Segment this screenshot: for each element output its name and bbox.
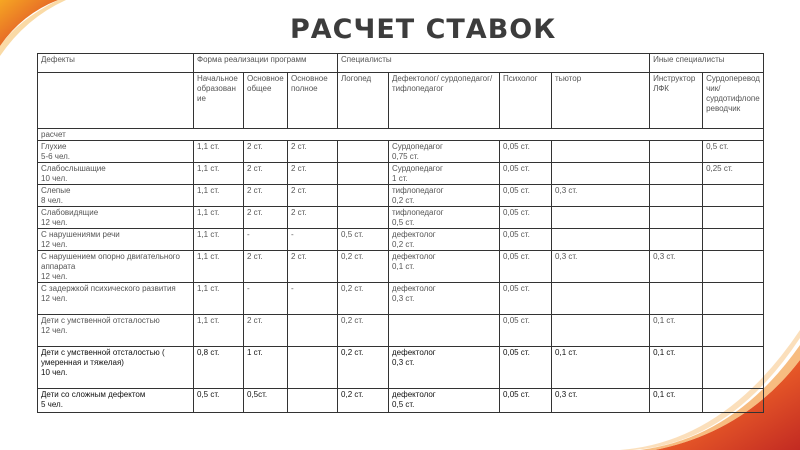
cell-defektolog: тифлопедагог 0,5 ст. bbox=[389, 207, 500, 229]
table-row bbox=[38, 389, 764, 413]
cell-tyutor bbox=[552, 207, 650, 229]
cell-psiholog: 0,05 ст. bbox=[500, 283, 552, 315]
cell-psiholog: 0,05 ст. bbox=[500, 347, 552, 389]
cell-logoped: 0,2 ст. bbox=[338, 283, 389, 315]
raschet-row bbox=[38, 129, 764, 141]
raschet-label: расчет bbox=[38, 129, 764, 141]
cell-form-c: 2 ст. bbox=[288, 251, 338, 283]
cell-psiholog: 0,05 ст. bbox=[500, 141, 552, 163]
header-other-specialists: Иные специалисты bbox=[650, 54, 764, 73]
rates-table-container bbox=[37, 53, 763, 413]
cell-lfk: 0,1 ст. bbox=[650, 347, 703, 389]
table-row bbox=[38, 347, 764, 389]
cell-form-c bbox=[288, 315, 338, 347]
cell-form-a: 1,1 ст. bbox=[194, 185, 244, 207]
cell-defect: Дети с умственной отсталостью ( умеренная и тяжелая) 10 чел. bbox=[38, 347, 194, 389]
cell-tyutor bbox=[552, 229, 650, 251]
cell-tyutor bbox=[552, 283, 650, 315]
cell-psiholog: 0,05 ст. bbox=[500, 207, 552, 229]
cell-form-a: 1,1 ст. bbox=[194, 251, 244, 283]
cell-form-c: - bbox=[288, 229, 338, 251]
cell-defect: С задержкой психического развития 12 чел. bbox=[38, 283, 194, 315]
cell-form-c: 2 ст. bbox=[288, 163, 338, 185]
cell-tyutor: 0,3 ст. bbox=[552, 185, 650, 207]
subheader-form-b: Основное общее bbox=[244, 73, 288, 129]
cell-defect: Слабослышащие 10 чел. bbox=[38, 163, 194, 185]
cell-logoped: 0,2 ст. bbox=[338, 251, 389, 283]
subheader-surdo: Сурдопереводчик/ сурдотифлопереводчик bbox=[703, 73, 764, 129]
cell-lfk: 0,1 ст. bbox=[650, 315, 703, 347]
cell-surdo bbox=[703, 347, 764, 389]
subheader-logoped: Логопед bbox=[338, 73, 389, 129]
cell-lfk bbox=[650, 185, 703, 207]
cell-logoped: 0,5 ст. bbox=[338, 229, 389, 251]
cell-defect: Дети со сложным дефектом 5 чел. bbox=[38, 389, 194, 413]
cell-psiholog: 0,05 ст. bbox=[500, 389, 552, 413]
cell-form-a: 1,1 ст. bbox=[194, 163, 244, 185]
cell-form-c: - bbox=[288, 283, 338, 315]
cell-form-b: 2 ст. bbox=[244, 141, 288, 163]
cell-tyutor bbox=[552, 315, 650, 347]
cell-defektolog: дефектолог 0,3 ст. bbox=[389, 283, 500, 315]
cell-lfk bbox=[650, 163, 703, 185]
table-subheader-row bbox=[38, 73, 764, 129]
cell-psiholog: 0,05 ст. bbox=[500, 251, 552, 283]
cell-defektolog: тифлопедагог 0,2 ст. bbox=[389, 185, 500, 207]
cell-logoped: 0,2 ст. bbox=[338, 315, 389, 347]
cell-surdo bbox=[703, 283, 764, 315]
cell-form-a: 1,1 ст. bbox=[194, 207, 244, 229]
cell-tyutor: 0,3 ст. bbox=[552, 251, 650, 283]
cell-defektolog bbox=[389, 315, 500, 347]
cell-form-b: 1 ст. bbox=[244, 347, 288, 389]
table-header-row bbox=[38, 54, 764, 73]
subheader-defektolog: Дефектолог/ сурдопедагог/ тифлопедагог bbox=[389, 73, 500, 129]
cell-form-b: 2 ст. bbox=[244, 207, 288, 229]
cell-lfk: 0,3 ст. bbox=[650, 251, 703, 283]
rates-table bbox=[37, 53, 764, 413]
cell-form-c bbox=[288, 389, 338, 413]
cell-defektolog: дефектолог 0,5 ст. bbox=[389, 389, 500, 413]
cell-form-c: 2 ст. bbox=[288, 185, 338, 207]
cell-defect: Глухие 5-6 чел. bbox=[38, 141, 194, 163]
subheader-tyutor: тьютор bbox=[552, 73, 650, 129]
cell-defect: С нарушением опорно двигательного аппарата 12 чел. bbox=[38, 251, 194, 283]
header-defects: Дефекты bbox=[38, 54, 194, 73]
cell-psiholog: 0,05 ст. bbox=[500, 163, 552, 185]
cell-form-b: 2 ст. bbox=[244, 251, 288, 283]
cell-form-c: 2 ст. bbox=[288, 141, 338, 163]
cell-surdo bbox=[703, 185, 764, 207]
cell-form-b: 2 ст. bbox=[244, 185, 288, 207]
cell-logoped bbox=[338, 141, 389, 163]
cell-form-b: - bbox=[244, 283, 288, 315]
cell-defect: С нарушениями речи 12 чел. bbox=[38, 229, 194, 251]
cell-surdo: 0,25 ст. bbox=[703, 163, 764, 185]
cell-defektolog: дефектолог 0,1 ст. bbox=[389, 251, 500, 283]
cell-surdo bbox=[703, 229, 764, 251]
cell-defektolog: Сурдопедагог 1 ст. bbox=[389, 163, 500, 185]
cell-form-b: 0,5ст. bbox=[244, 389, 288, 413]
table-row bbox=[38, 283, 764, 315]
cell-form-a: 0,5 ст. bbox=[194, 389, 244, 413]
cell-lfk bbox=[650, 141, 703, 163]
cell-form-c bbox=[288, 347, 338, 389]
cell-form-a: 1,1 ст. bbox=[194, 141, 244, 163]
cell-psiholog: 0,05 ст. bbox=[500, 185, 552, 207]
cell-form-a: 1,1 ст. bbox=[194, 283, 244, 315]
subheader-blank bbox=[38, 73, 194, 129]
subheader-psiholog: Психолог bbox=[500, 73, 552, 129]
cell-form-a: 1,1 ст. bbox=[194, 229, 244, 251]
cell-lfk bbox=[650, 229, 703, 251]
cell-logoped bbox=[338, 163, 389, 185]
cell-psiholog: 0,05 ст. bbox=[500, 315, 552, 347]
cell-surdo bbox=[703, 251, 764, 283]
cell-surdo: 0,5 ст. bbox=[703, 141, 764, 163]
subheader-form-a: Начальное образование bbox=[194, 73, 244, 129]
cell-tyutor bbox=[552, 163, 650, 185]
table-row bbox=[38, 141, 764, 163]
table-row bbox=[38, 163, 764, 185]
subheader-lfk: Инструктор ЛФК bbox=[650, 73, 703, 129]
cell-defektolog: дефектолог 0,3 ст. bbox=[389, 347, 500, 389]
table-row bbox=[38, 251, 764, 283]
cell-form-a: 0,8 ст. bbox=[194, 347, 244, 389]
cell-logoped bbox=[338, 207, 389, 229]
cell-form-c: 2 ст. bbox=[288, 207, 338, 229]
cell-form-b: 2 ст. bbox=[244, 163, 288, 185]
cell-tyutor bbox=[552, 141, 650, 163]
cell-logoped: 0,2 ст. bbox=[338, 389, 389, 413]
header-specialists: Специалисты bbox=[338, 54, 650, 73]
cell-surdo bbox=[703, 207, 764, 229]
cell-psiholog: 0,05 ст. bbox=[500, 229, 552, 251]
cell-form-a: 1,1 ст. bbox=[194, 315, 244, 347]
cell-tyutor: 0,3 ст. bbox=[552, 389, 650, 413]
cell-tyutor: 0,1 ст. bbox=[552, 347, 650, 389]
table-row bbox=[38, 207, 764, 229]
header-form: Форма реализации программ bbox=[194, 54, 338, 73]
cell-logoped: 0,2 ст. bbox=[338, 347, 389, 389]
cell-defektolog: Сурдопедагог 0,75 ст. bbox=[389, 141, 500, 163]
cell-logoped bbox=[338, 185, 389, 207]
cell-defect: Слабовидящие 12 чел. bbox=[38, 207, 194, 229]
cell-form-b: 2 ст. bbox=[244, 315, 288, 347]
table-row bbox=[38, 229, 764, 251]
cell-lfk bbox=[650, 283, 703, 315]
subheader-form-c: Основное полное bbox=[288, 73, 338, 129]
cell-lfk: 0,1 ст. bbox=[650, 389, 703, 413]
cell-lfk bbox=[650, 207, 703, 229]
page-title: РАСЧЕТ СТАВОК bbox=[290, 14, 557, 45]
cell-defect: Дети с умственной отсталостью 12 чел. bbox=[38, 315, 194, 347]
table-row bbox=[38, 315, 764, 347]
cell-surdo bbox=[703, 389, 764, 413]
table-row bbox=[38, 185, 764, 207]
cell-defect: Слепые 8 чел. bbox=[38, 185, 194, 207]
cell-form-b: - bbox=[244, 229, 288, 251]
cell-defektolog: дефектолог 0,2 ст. bbox=[389, 229, 500, 251]
cell-surdo bbox=[703, 315, 764, 347]
